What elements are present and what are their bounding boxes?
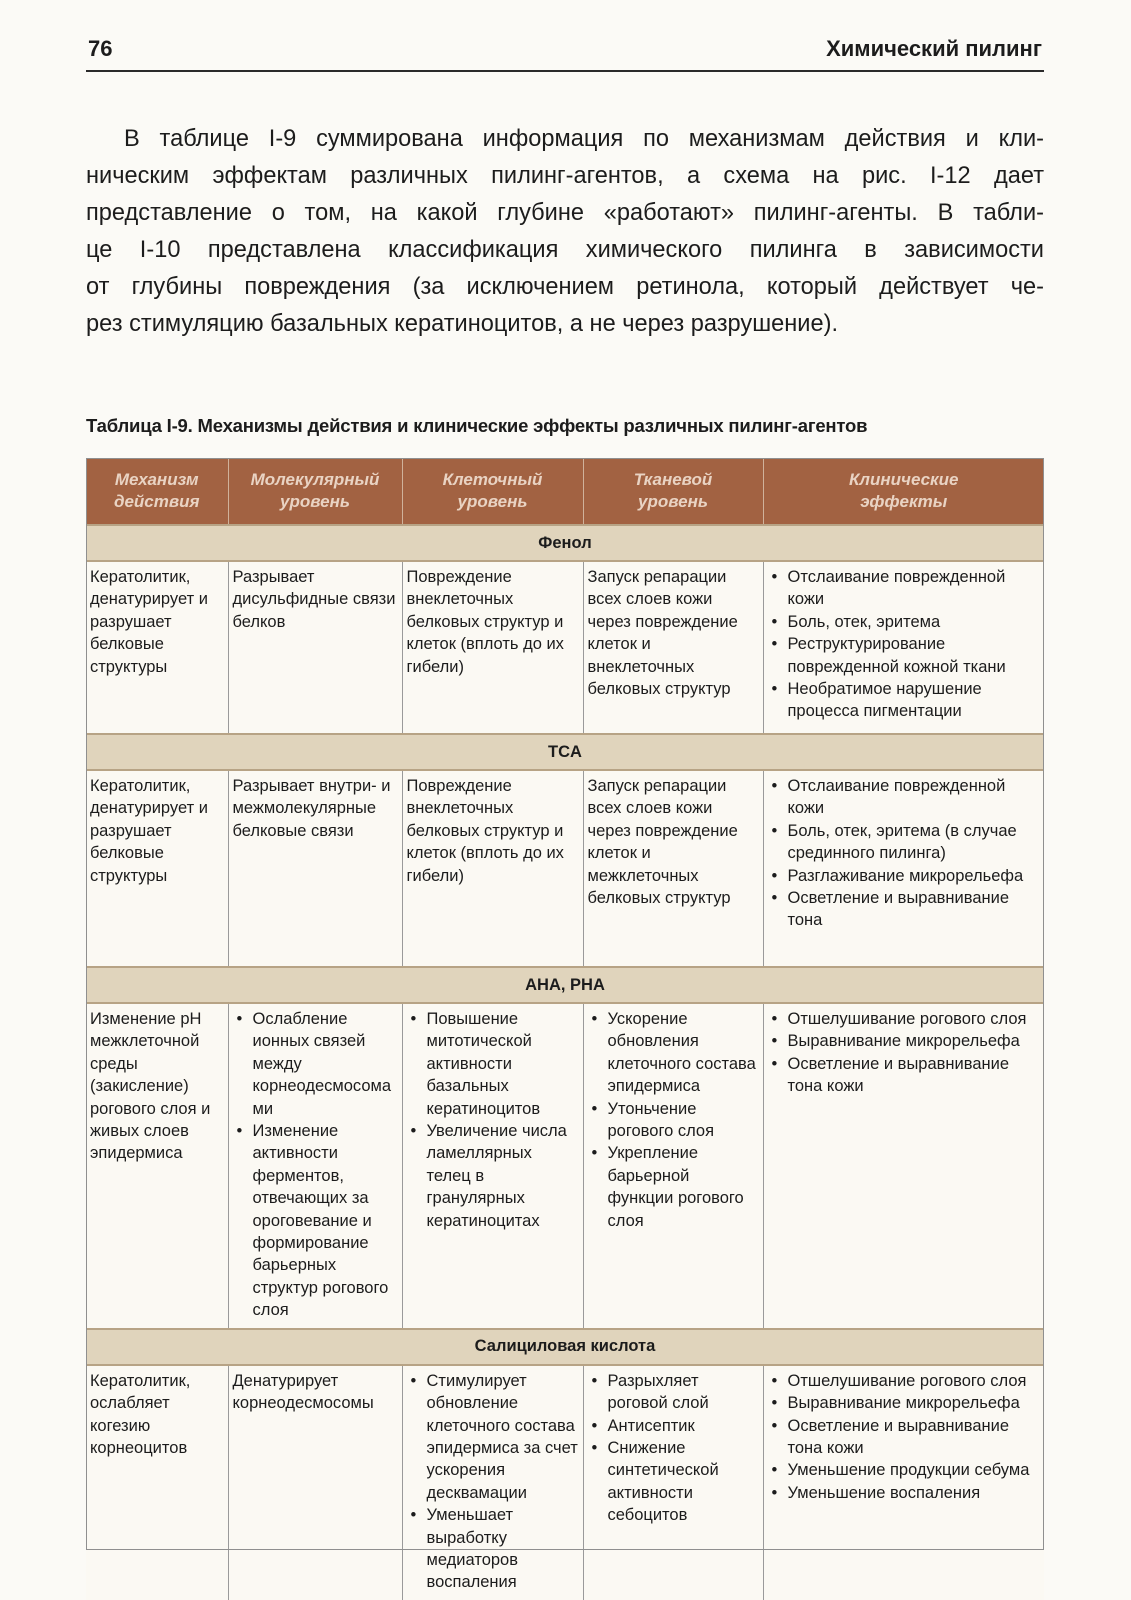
cell-molecular: Денатурирует корнеодесмосомы: [228, 1365, 402, 1600]
cell-effects: [763, 1003, 1044, 1329]
intro-line: рез стимуляцию базальных кератиноцитов, а не через разрушение).: [86, 311, 839, 337]
table-row: [86, 1365, 1044, 1600]
header-line: действия: [113, 492, 200, 511]
list-item: • Осветление и выравнивание тона: [768, 887, 1042, 932]
cell-effects: [763, 770, 1044, 967]
cell-cellular: Повреждение внеклеточных белковых структур и клеток (вплоть до их гибели): [402, 561, 583, 734]
effects-list: [768, 1008, 1042, 1098]
cell-cellular: [402, 1365, 583, 1600]
list-item: • Реструктурирование поврежденной кожной ткани: [768, 633, 1042, 678]
header-mechanism: [86, 458, 228, 525]
tissue-list: [588, 1008, 760, 1232]
mechanisms-table: [86, 458, 1044, 1600]
list-item: • Отслаивание поврежденной кожи: [768, 566, 1042, 611]
cell-tissue: Запуск репарации всех слоев кожи через повреждение клеток и межклеточных белковых структур: [583, 770, 763, 967]
header-line: Механизм: [114, 470, 199, 489]
cell-tissue: [583, 1003, 763, 1329]
intro-line: представление о том, на какой глубине «работают» пилинг-агенты. В табли-: [86, 200, 1044, 226]
group-row-salicylic-acid: [86, 1329, 1044, 1365]
effects-list: [768, 1370, 1042, 1504]
table-header-row: [86, 458, 1044, 525]
header-effects: [763, 458, 1044, 525]
list-item: • Разглаживание микрорельефа: [768, 865, 1042, 887]
effects-list: [768, 775, 1042, 932]
running-head: [86, 34, 1044, 72]
header-line: Клеточный: [442, 470, 543, 489]
cell-molecular: Разрывает дисульфидные связи белков: [228, 561, 402, 734]
cellular-list: [407, 1370, 580, 1594]
list-item: • Выравнивание микрорельефа: [768, 1030, 1042, 1052]
cell-mechanism: Кератолитик, денатурирует и разрушает белковые структуры: [86, 770, 228, 967]
header-line: уровень: [280, 492, 350, 511]
intro-line: це I-10 представлена классификация химического пилинга в зависимости: [86, 237, 1044, 263]
list-item: • Боль, отек, эритема: [768, 611, 1042, 633]
list-item: • Ускорение обновления клеточного состава эпидермиса: [588, 1008, 760, 1098]
list-item: • Боль, отек, эритема (в случае срединного пилинга): [768, 820, 1042, 865]
group-title: Салициловая кислота: [86, 1329, 1044, 1365]
header-line: Молекулярный: [250, 470, 380, 489]
list-item: • Отшелушивание рогового слоя: [768, 1370, 1042, 1392]
cell-mechanism: Кератолитик, денатурирует и разрушает белковые структуры: [86, 561, 228, 734]
header-line: Клинические: [848, 470, 959, 489]
list-item: • Уменьшает выработку медиаторов воспаления: [407, 1504, 580, 1594]
list-item: • Выравнивание микрорельефа: [768, 1392, 1042, 1414]
table-row: [86, 1003, 1044, 1329]
molecular-list: [233, 1008, 399, 1322]
list-item: • Увеличение числа ламеллярных телец в гранулярных кератиноцитах: [407, 1120, 580, 1232]
group-row-phenol: [86, 525, 1044, 561]
table-row: [86, 561, 1044, 734]
list-item: • Повышение митотической активности базальных кератиноцитов: [407, 1008, 580, 1120]
cell-molecular: Разрывает внутри- и межмолекулярные белковые связи: [228, 770, 402, 967]
effects-list: [768, 566, 1042, 723]
cell-mechanism: Изменение pH межклеточной среды (закисление) рогового слоя и живых слоев эпидермиса: [86, 1003, 228, 1329]
group-row-aha-pha: [86, 967, 1044, 1003]
header-line: эффекты: [860, 492, 948, 511]
header-line: уровень: [638, 492, 708, 511]
header-line: Тканевой: [633, 470, 713, 489]
list-item: • Уменьшение воспаления: [768, 1482, 1042, 1504]
list-item: • Уменьшение продукции себума: [768, 1459, 1042, 1481]
cell-mechanism: Кератолитик, ослабляет когезию корнеоцитов: [86, 1365, 228, 1600]
cell-effects: [763, 1365, 1044, 1600]
running-title: Химический пилинг: [826, 36, 1042, 61]
intro-paragraph: [86, 121, 1044, 343]
list-item: • Отслаивание поврежденной кожи: [768, 775, 1042, 820]
cell-effects: [763, 561, 1044, 734]
group-title: TCA: [86, 734, 1044, 770]
group-title: AHA, PHA: [86, 967, 1044, 1003]
list-item: • Осветление и выравнивание тона кожи: [768, 1415, 1042, 1460]
list-item: • Утоньчение рогового слоя: [588, 1098, 760, 1143]
list-item: • Стимулирует обновление клеточного состава эпидермиса за счет ускорения десквамации: [407, 1370, 580, 1504]
list-item: • Укрепление барьерной функции рогового слоя: [588, 1142, 760, 1232]
table-caption: Таблица I-9. Механизмы действия и клинические эффекты различных пилинг-агентов: [86, 415, 868, 436]
cell-cellular: Повреждение внеклеточных белковых структур и клеток (вплоть до их гибели): [402, 770, 583, 967]
intro-line: от глубины повреждения (за исключением ретинола, который действует че-: [86, 274, 1044, 300]
intro-line: ническим эффектам различных пилинг-агентов, а схема на рис. I-12 дает: [86, 163, 1044, 189]
cellular-list: [407, 1008, 580, 1232]
list-item: • Снижение синтетической активности себоцитов: [588, 1437, 760, 1527]
table-row: [86, 770, 1044, 967]
cell-tissue: [583, 1365, 763, 1600]
list-item: • Ослабление ионных связей между корнеодесмосомами: [233, 1008, 399, 1120]
list-item: • Антисептик: [588, 1415, 760, 1437]
header-line: уровень: [457, 492, 528, 511]
list-item: • Изменение активности ферментов, отвечающих за ороговевание и формирование барьерных структур рогового слоя: [233, 1120, 399, 1322]
list-item: • Необратимое нарушение процесса пигментации: [768, 678, 1042, 723]
cell-tissue: Запуск репарации всех слоев кожи через повреждение клеток и внеклеточных белковых структур: [583, 561, 763, 734]
cell-cellular: [402, 1003, 583, 1329]
group-title: Фенол: [86, 525, 1044, 561]
list-item: • Осветление и выравнивание тона кожи: [768, 1053, 1042, 1098]
cell-molecular: [228, 1003, 402, 1329]
group-row-tca: [86, 734, 1044, 770]
tissue-list: [588, 1370, 760, 1527]
page-number: 76: [88, 36, 113, 61]
header-cellular: [402, 458, 583, 525]
header-molecular: [228, 458, 402, 525]
list-item: • Разрыхляет роговой слой: [588, 1370, 760, 1415]
header-tissue: [583, 458, 763, 525]
list-item: • Отшелушивание рогового слоя: [768, 1008, 1042, 1030]
intro-line: В таблице I-9 суммирована информация по механизмам действия и кли-: [124, 126, 1044, 152]
